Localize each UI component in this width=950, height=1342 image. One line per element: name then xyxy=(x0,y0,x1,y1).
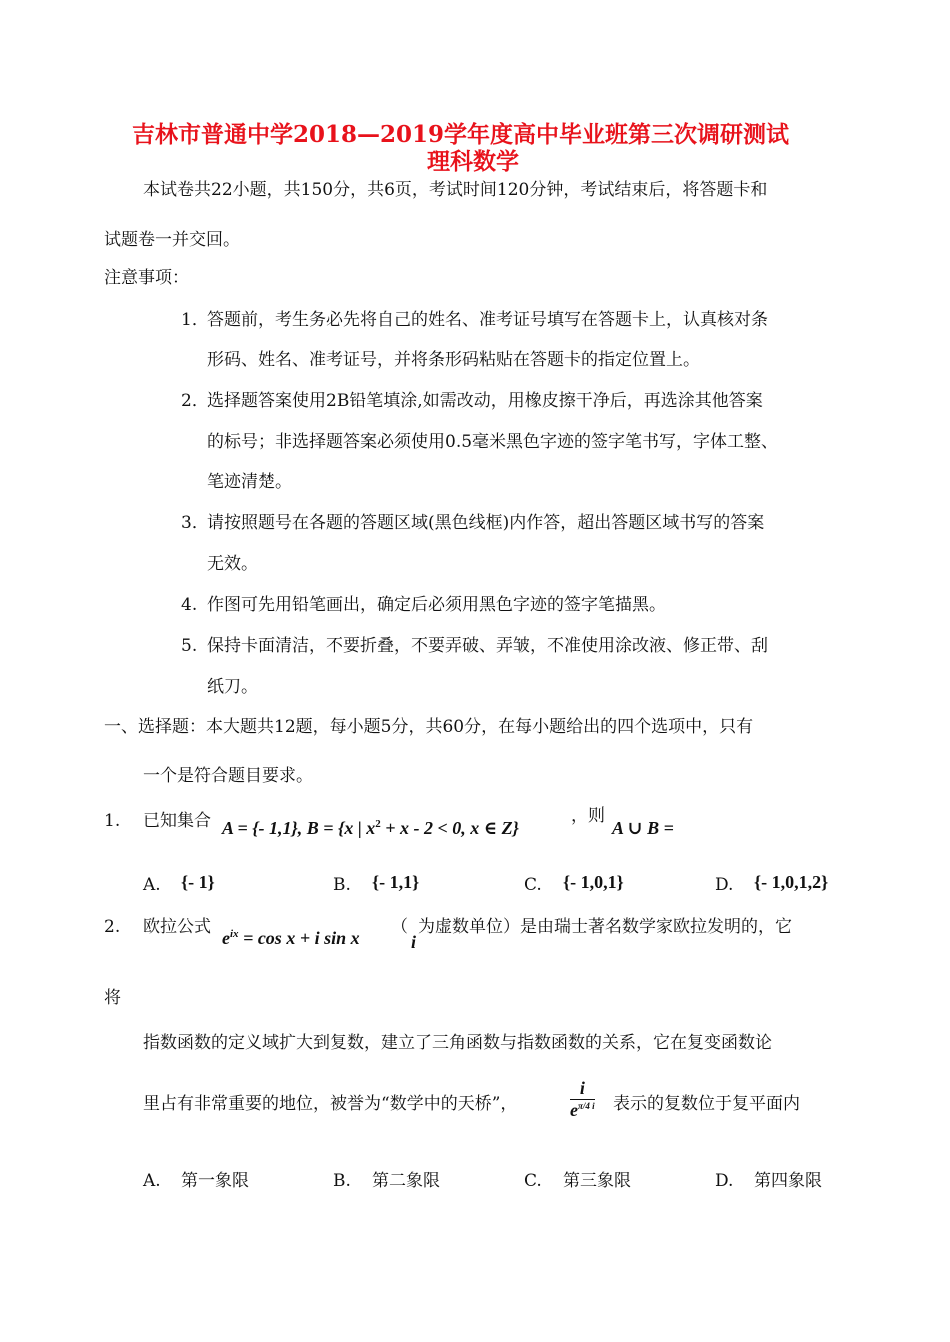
set-formula-part-b: + x - 2 < 0, x ∈ Z} xyxy=(380,818,519,838)
notice-item-2-line-1: 选择题答案使用2B铅笔填涂,如需改动，用橡皮擦干净后，再选涂其他答案 xyxy=(207,391,763,411)
question-2-option-a-label: A. xyxy=(143,1171,161,1191)
notice-item-2-number: 2． xyxy=(181,391,209,411)
notice-item-1-line-2: 形码、姓名、准考证号，并将条形码粘贴在答题卡的指定位置上。 xyxy=(207,350,700,370)
question-1-number: 1. xyxy=(104,811,121,831)
notice-item-5-number: 5. xyxy=(181,636,198,656)
question-2-number: 2. xyxy=(104,917,121,937)
euler-rhs: = cos x + i sin x xyxy=(238,928,360,948)
fraction-expression xyxy=(570,1078,595,1121)
page-title: 吉林市普通中学2018—2019学年度高中毕业班第三次调研测试 xyxy=(132,121,790,148)
question-1-option-a-label: A. xyxy=(143,875,161,895)
intro-line-1: 本试卷共22小题，共150分，共6页，考试时间120分钟，考试结束后，将答题卡和 xyxy=(143,180,768,200)
question-2-line-3-suffix: 表示的复数位于复平面内 xyxy=(613,1094,800,1114)
section-heading-line-2: 一个是符合题目要求。 xyxy=(143,766,313,786)
question-2-option-d: 第四象限 xyxy=(754,1171,822,1191)
question-1-option-c: {- 1,0,1} xyxy=(563,872,624,892)
notice-item-2-line-2: 的标号；非选择题答案必须使用0.5毫米黑色字迹的签字笔书写，字体工整、 xyxy=(207,432,779,452)
section-heading-line-1: 一、选择题：本大题共12题，每小题5分，共60分，在每小题给出的四个选项中，只有 xyxy=(104,717,754,737)
question-2-option-a: 第一象限 xyxy=(181,1171,249,1191)
question-1-option-b-label: B. xyxy=(333,875,351,895)
question-2-option-b-label: B. xyxy=(333,1171,351,1191)
fraction-numerator: i xyxy=(570,1078,595,1100)
euler-base: e xyxy=(222,928,230,948)
question-1-option-d-label: D. xyxy=(715,875,734,895)
question-1-option-b: {- 1,1} xyxy=(372,872,420,892)
intro-line-2: 试题卷一并交回。 xyxy=(104,230,240,250)
question-1-option-c-label: C. xyxy=(524,875,542,895)
question-2-paren-open: （ xyxy=(391,917,408,937)
question-1-then: ，则 xyxy=(571,806,605,826)
notice-heading: 注意事项： xyxy=(104,268,189,288)
question-1-option-d: {- 1,0,1,2} xyxy=(754,872,829,892)
question-2-option-b: 第二象限 xyxy=(372,1171,440,1191)
question-1-prefix: 已知集合 xyxy=(143,811,211,831)
notice-item-1-number: 1． xyxy=(181,310,209,330)
euler-exponent: ix xyxy=(230,928,239,940)
set-formula-exponent: 2 xyxy=(375,818,381,830)
notice-item-2-line-3: 笔迹清楚。 xyxy=(207,472,292,492)
set-formula-part-a: A = {- 1,1}, B = {x | x xyxy=(222,818,376,838)
question-2-fraction xyxy=(570,1078,595,1121)
question-2-prefix: 欧拉公式 xyxy=(143,917,211,937)
question-2-option-d-label: D. xyxy=(715,1171,734,1191)
question-2-line-2: 指数函数的定义域扩大到复数，建立了三角函数与指数函数的关系，它在复变函数论 xyxy=(143,1033,772,1053)
notice-item-5-line-2: 纸刀。 xyxy=(207,677,258,697)
fraction-denominator xyxy=(570,1100,595,1121)
notice-item-3-line-2: 无效。 xyxy=(207,554,258,574)
notice-item-5-line-1: 保持卡面清洁，不要折叠，不要弄破、弄皱，不准使用涂改液、修正带、刮 xyxy=(207,636,768,656)
question-1-union-formula: A ∪ B = xyxy=(612,818,674,838)
notice-item-1-line-1: 答题前，考生务必先将自己的姓名、准考证号填写在答题卡上，认真核对条 xyxy=(207,310,768,330)
notice-item-3-line-1: 请按照题号在各题的答题区域(黑色线框)内作答，超出答题区域书写的答案 xyxy=(207,513,765,533)
question-2-option-c: 第三象限 xyxy=(563,1171,631,1191)
question-2-option-c-label: C. xyxy=(524,1171,542,1191)
question-2-euler-formula xyxy=(222,928,360,949)
question-2-line-3-prefix: 里占有非常重要的地位，被誉为“数学中的天桥”， xyxy=(143,1094,518,1114)
page-subtitle: 理科数学 xyxy=(427,148,519,175)
question-2-line-jiang: 将 xyxy=(104,988,121,1008)
question-2-imaginary-unit: i xyxy=(411,932,417,952)
question-1-set-formula xyxy=(222,818,519,839)
fraction-denominator-base: e xyxy=(570,1100,578,1120)
question-2-description: 为虚数单位）是由瑞士著名数学家欧拉发明的，它 xyxy=(418,917,792,937)
notice-item-3-number: 3． xyxy=(181,513,209,533)
question-1-option-a: {- 1} xyxy=(181,872,215,892)
notice-item-4-number: 4. xyxy=(181,595,198,615)
notice-item-4-line-1: 作图可先用铅笔画出，确定后必须用黑色字迹的签字笔描黑。 xyxy=(207,595,666,615)
fraction-denominator-exponent: π/4 i xyxy=(578,1101,595,1111)
